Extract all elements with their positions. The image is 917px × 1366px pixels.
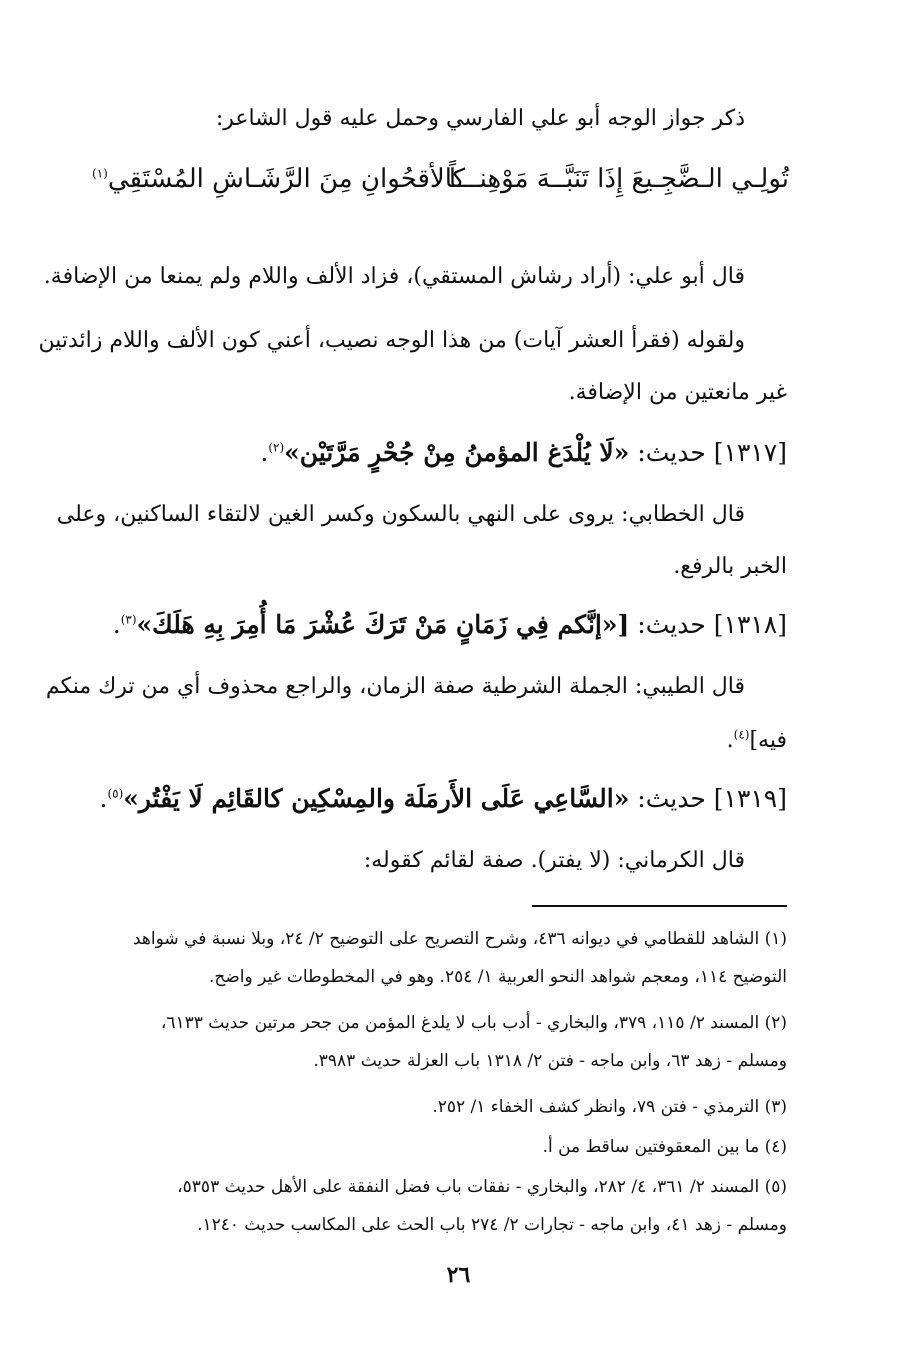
footnote-ref-5: (٥) (107, 786, 124, 801)
paragraph-khattabi-line1: قال الخطابي: يروى على النهي بالسكون وكسر الغين لالتقاء الساكنين، وعلى (56, 502, 745, 527)
hadith-1318: [١٣١٨] حديث: [«إنَّكم فِي زَمَانٍ مَنْ تَرَكَ عُشْرَ مَا أُمِرَ بِهِ هَلَكَ»$^{(٣)}$. (112, 610, 787, 639)
hadith-1317-text: «لَا يُلْدَغ المؤمنُ مِنْ جُحْرٍ مَرَّتَيْن» (284, 438, 630, 467)
hadith-1317: [١٣١٧] حديث: «لَا يُلْدَغ المؤمنُ مِنْ جُحْرٍ مَرَّتَيْن»$^{(٢)}$. (260, 438, 787, 467)
page-number: ٢٦ (446, 1262, 471, 1288)
footnote-ref-4: (٤) (733, 727, 750, 742)
hadith-1319-number: [١٣١٩] (713, 784, 787, 813)
paragraph-qawluh-line1: ولقوله (فقرأ العشر آيات) من هذا الوجه نصيب، أعني كون الألف واللام زائدتين (38, 328, 745, 353)
hadith-1319-text: «السَّاعِي عَلَى الأَرمَلَة والمِسْكِين كالقَائِم لَا يَفْتُر» (123, 784, 630, 813)
verse-first-hemistich-text: تُولِـي الـضَّجِـيعَ إِذَا تَنَبَّــهَ مَوْهِنـــاً (448, 164, 789, 194)
paragraph-tibi-line1: قال الطيبي: الجملة الشرطية صفة الزمان، والراجع محذوف أي من ترك منكم (45, 674, 745, 699)
paragraph-tibi-line2: فيه]$^{(٤)}$. (726, 727, 787, 753)
hadith-1319: [١٣١٩] حديث: «السَّاعِي عَلَى الأَرمَلَة والمِسْكِين كالقَائِم لَا يَفْتُر»$^{(٥)}$. (99, 784, 787, 813)
hadith-1318-number: [١٣١٨] (713, 610, 787, 639)
footnote-2-line2: ومسلم - زهد ٦٣، وابن ماجه - فتن ٢/ ١٣١٨ باب العزلة حديث ٣٩٨٣. (313, 1051, 787, 1071)
paragraph-tibi-line2-text: فيه] (749, 728, 787, 753)
verse-second-hemistich-text: كالأقحُوانِ مِنَ الرَّشَـاشِ المُسْتَقِي (107, 164, 466, 194)
hadith-1317-number: [١٣١٧] (713, 438, 787, 467)
footnote-ref-3: (٣) (120, 612, 137, 627)
footnote-4: (٤) ما بين المعقوفتين ساقط من أ. (542, 1137, 787, 1157)
footnote-5-line2: ومسلم - زهد ٤١، وابن ماجه - تجارات ٢/ ٢٧٤ باب الحث على المكاسب حديث ١٢٤٠. (197, 1215, 787, 1235)
paragraph-qawluh-line2: غير مانعتين من الإضافة. (568, 380, 787, 405)
footnote-ref-2: (٢) (268, 440, 285, 455)
footnote-1-line1: (١) الشاهد للقطامي في ديوانه ٤٣٦، وشرح التصريح على التوضيح ٢/ ٢٤، وبلا نسبة في شواهد (132, 929, 787, 949)
paragraph-khattabi-line2: الخبر بالرفع. (673, 554, 787, 579)
paragraph-abu-ali: قال أبو علي: (أراد رشاش المستقي)، فزاد الألف واللام ولم يمنعا من الإضافة. (43, 264, 745, 289)
verse-first-hemistich (449, 164, 789, 194)
footnote-ref-1: (١) (92, 166, 108, 181)
paragraph-kirmani: قال الكرماني: (لا يفتر). صفة لقائم كقوله: (363, 848, 745, 873)
footnote-3: (٣) الترمذي - فتن ٧٩، وانظر كشف الخفاء ١/ ٢٥٢. (432, 1097, 787, 1117)
intro-line: ذكر جواز الوجه أبو علي الفارسي وحمل عليه قول الشاعر: (215, 106, 745, 131)
footnote-2-line1: (٢) المسند ٢/ ١١٥، ٣٧٩، والبخاري - أدب باب لا يلدغ المؤمن من جحر مرتين حديث ٦١٣٣، (160, 1013, 787, 1033)
hadith-1318-text: [«إنَّكم فِي زَمَانٍ مَنْ تَرَكَ عُشْرَ مَا أُمِرَ بِهِ هَلَكَ» (136, 610, 630, 639)
footnote-separator (532, 905, 787, 907)
footnote-5-line1: (٥) المسند ٢/ ٣٦١، ٤/ ٢٨٢، والبخاري - نفقات باب فضل النفقة على الأهل حديث ٥٣٥٣، (177, 1177, 787, 1197)
footnote-1-line2: التوضيح ١١٤، ومعجم شواهد النحو العربية ١/ ٢٥٤. وهو في المخطوطات غير واضح. (208, 967, 787, 987)
hadith-1318-label: حديث: (637, 610, 706, 639)
hadith-1317-label: حديث: (637, 438, 706, 467)
verse-second-hemistich (92, 164, 465, 194)
hadith-1319-label: حديث: (637, 784, 706, 813)
